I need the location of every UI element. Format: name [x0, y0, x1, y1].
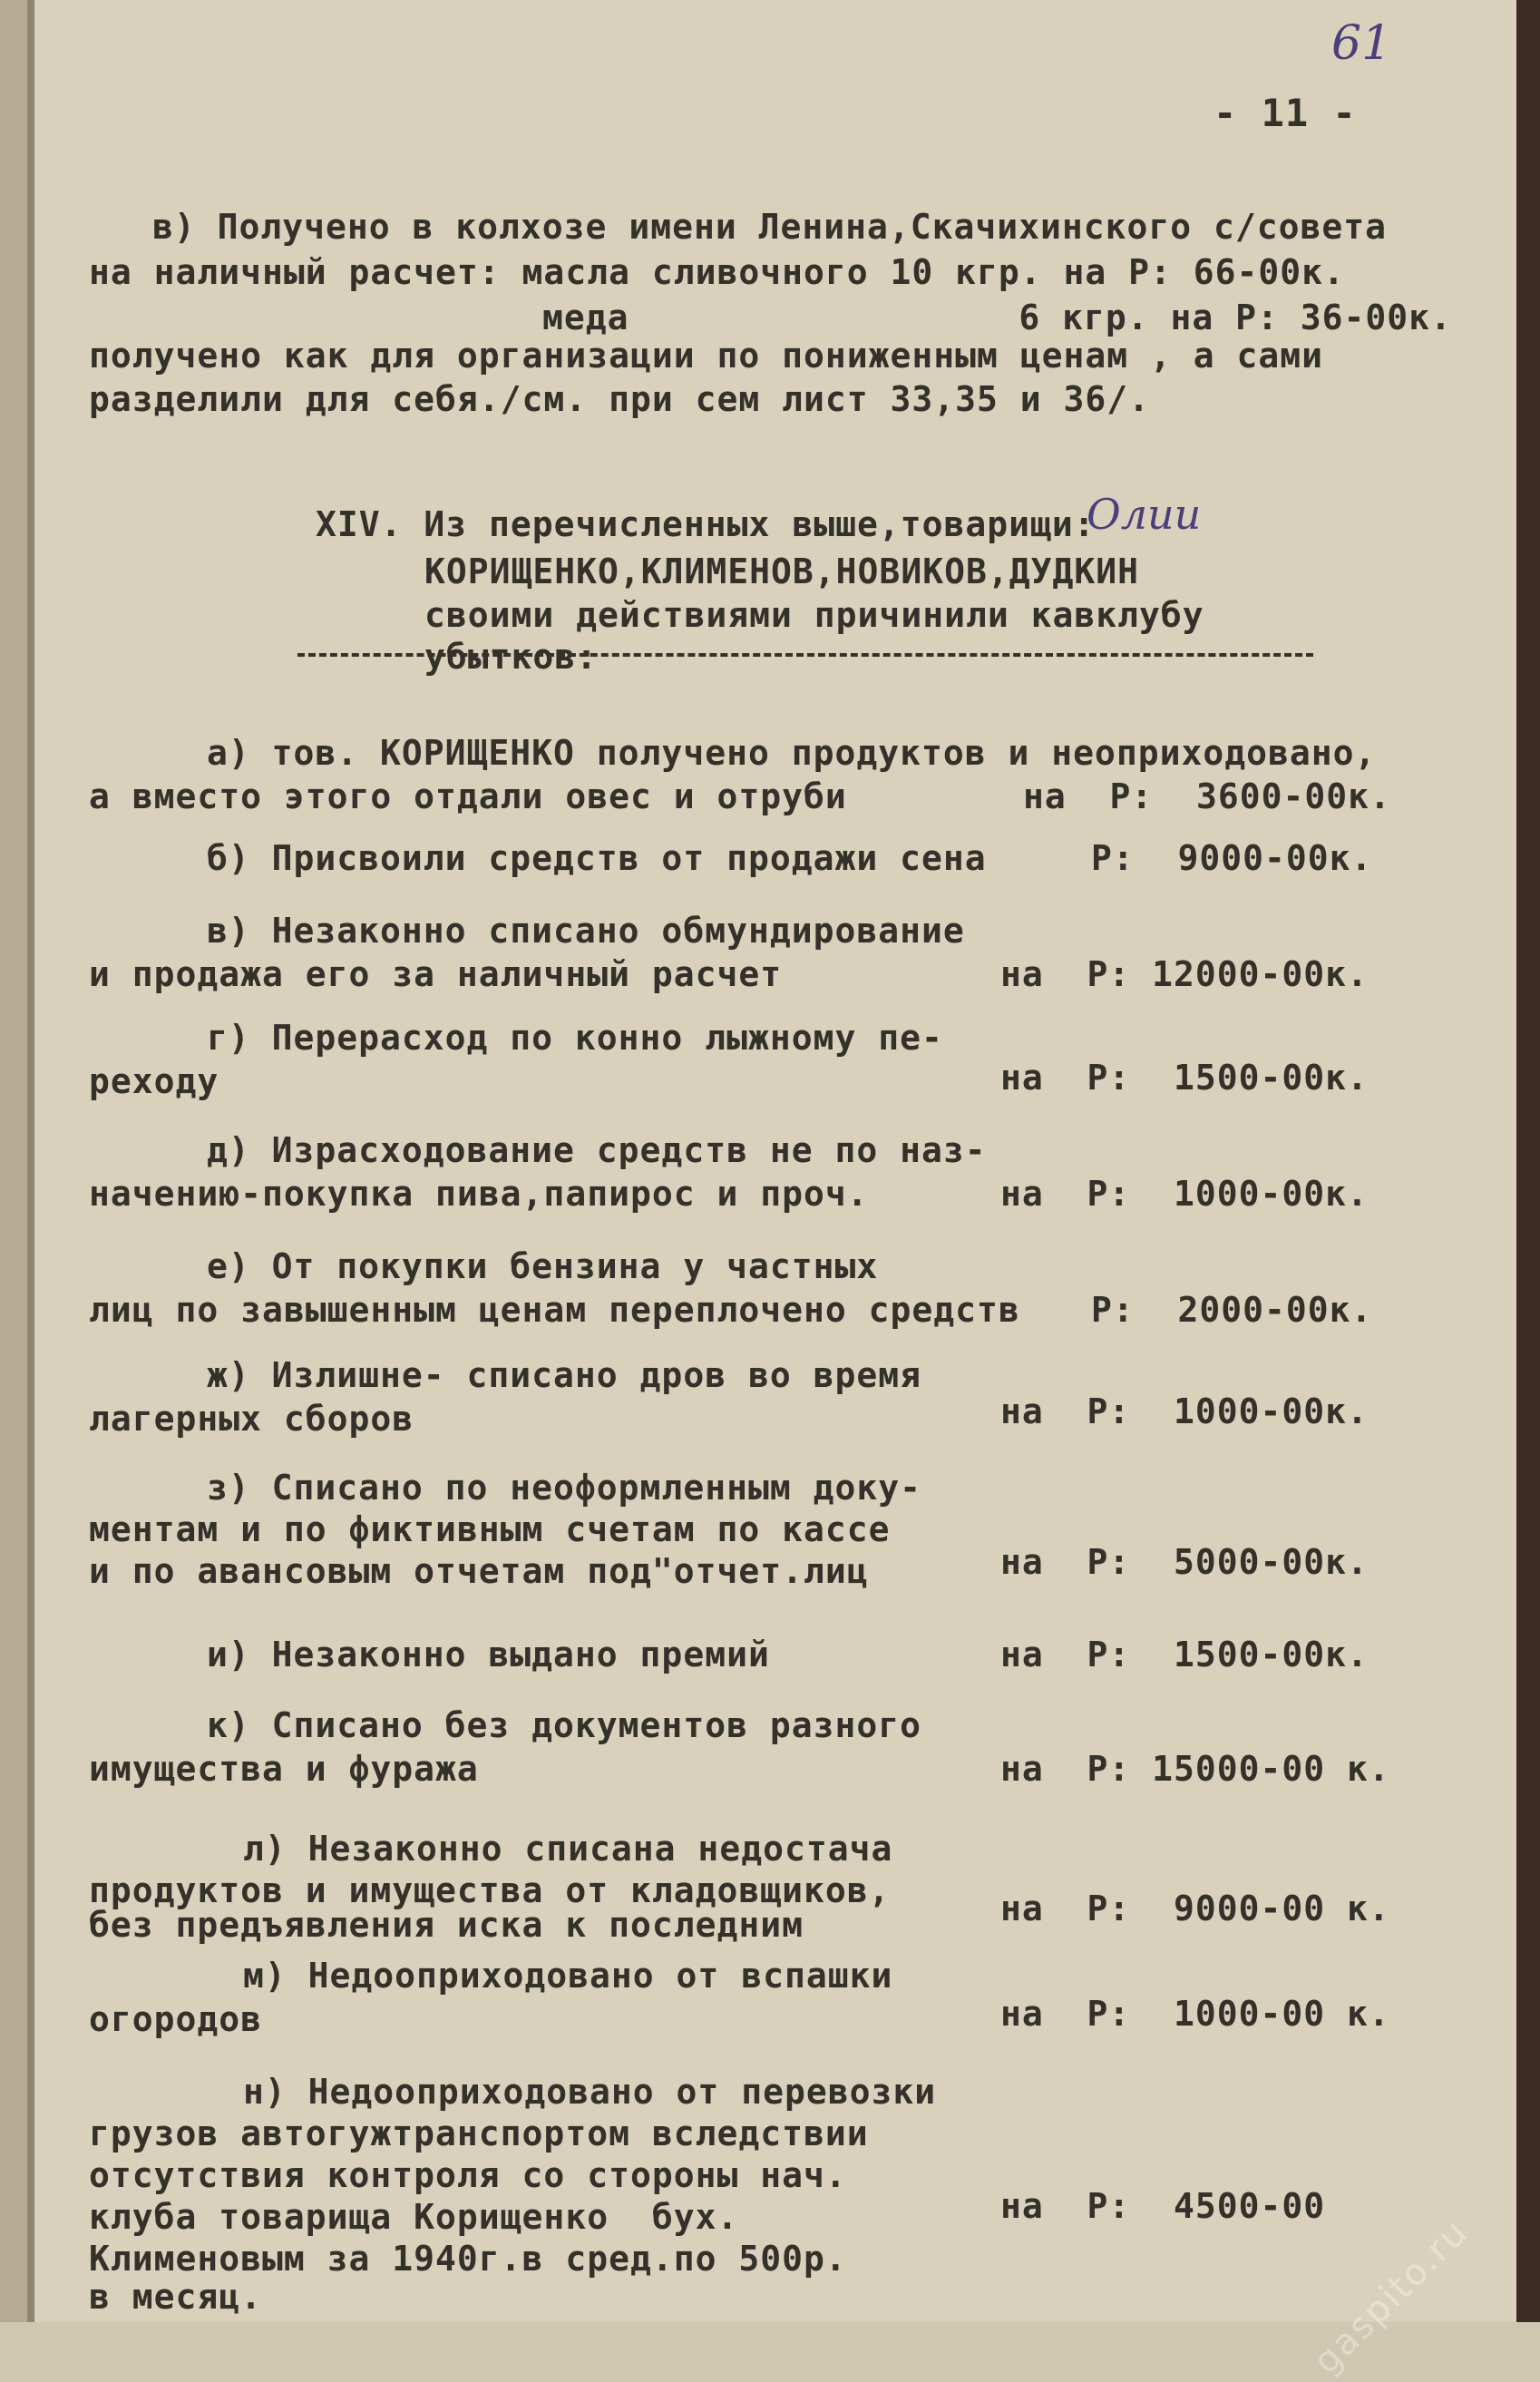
intro-line-5: разделили для себя./см. при сем лист 33,35 и 36/.	[89, 379, 1151, 419]
item-m-line-1: м) Недооприходовано от вспашки	[243, 1956, 893, 1996]
item-l-amount: на Р: 9000-00 к.	[1000, 1889, 1390, 1928]
item-l-line-2: продуктов и имущества от кладовщиков,	[89, 1870, 891, 1910]
item-v-line-2: и продажа его за наличный расчет	[89, 954, 783, 994]
item-zh-amount: на Р: 1000-00к.	[1000, 1391, 1369, 1431]
item-m-line-2: огородов	[89, 1999, 263, 2039]
binding-shadow	[27, 0, 34, 2322]
item-l-line-3: без предъявления иска к последним	[89, 1905, 804, 1945]
item-z-line-1: з) Списано по неоформленным доку-	[207, 1468, 921, 1508]
item-n-line-2: грузов автогужтранспортом вследствии	[89, 2114, 869, 2153]
item-d-amount: на Р: 1000-00к.	[1000, 1174, 1369, 1214]
item-e-line-1: е) От покупки бензина у частных	[207, 1246, 879, 1286]
item-a-line-2: а вместо этого отдали овес и отруби	[89, 776, 847, 816]
item-m-amount: на Р: 1000-00 к.	[1000, 1994, 1390, 2034]
intro-line-3: меда 6 кгр. на Р: 36-00к.	[542, 298, 1452, 337]
item-n-amount: на Р: 4500-00	[1000, 2186, 1326, 2226]
item-k-line-1: к) Списано без документов разного	[207, 1705, 921, 1745]
section-title-4: убытков:	[424, 637, 599, 677]
section-underline	[297, 653, 1313, 657]
handwritten-insert: Олии	[1087, 490, 1202, 539]
section-title-3: своими действиями причинили кавклубу	[424, 595, 1204, 635]
item-d-line-2: начению-покупка пива,папирос и проч.	[89, 1174, 869, 1214]
handwritten-page-number: 61	[1331, 16, 1392, 71]
item-z-amount: на Р: 5000-00к.	[1000, 1542, 1369, 1582]
typed-page-number: - 11 -	[1213, 91, 1357, 135]
item-z-line-3: и по авансовым отчетам под"отчет.лиц	[89, 1551, 869, 1591]
document-page	[34, 0, 1516, 2322]
item-g-line-1: г) Перерасход по конно лыжному пе-	[207, 1018, 943, 1058]
item-k-line-2: имущества и фуража	[89, 1749, 479, 1789]
intro-line-2: на наличный расчет: масла сливочного 10 кгр. на Р: 66-00к.	[89, 252, 1345, 292]
item-d-line-1: д) Израсходование средств не по наз-	[207, 1130, 987, 1170]
item-n-line-1: н) Недооприходовано от перевозки	[243, 2072, 937, 2112]
item-l-line-1: л) Незаконно списана недостача	[243, 1829, 893, 1869]
item-b-amount: Р: 9000-00к.	[1091, 838, 1373, 878]
item-a-line-1: а) тов. КОРИЩЕНКО получено продуктов и неоприходовано,	[207, 733, 1377, 773]
item-zh-line-2: лагерных сборов	[89, 1399, 414, 1439]
section-title-2: КОРИЩЕНКО,КЛИМЕНОВ,НОВИКОВ,ДУДКИН	[424, 552, 1139, 591]
item-n-line-5: Клименовым за 1940г.в сред.по 500р.	[89, 2239, 847, 2279]
item-n-line-3: отсутствия контроля со стороны нач.	[89, 2155, 847, 2195]
item-a-amount: на Р: 3600-00к.	[1023, 776, 1391, 816]
intro-line-1: в) Получено в колхозе имени Ленина,Скачихинского с/совета	[152, 207, 1388, 247]
item-i-line-1: и) Незаконно выдано премий	[207, 1635, 770, 1674]
item-zh-line-1: ж) Излишне- списано дров во время	[207, 1355, 921, 1395]
item-z-line-2: ментам и по фиктивным счетам по кассе	[89, 1509, 891, 1549]
intro-line-4: получено как для организации по пониженным ценам , а сами	[89, 336, 1324, 376]
item-n-line-4: клуба товарища Корищенко бух.	[89, 2197, 739, 2237]
item-n-line-6: в месяц.	[89, 2277, 263, 2317]
item-k-amount: на Р: 15000-00 к.	[1000, 1749, 1390, 1789]
section-title-1: XIV. Из перечисленных выше,товарищи:	[316, 504, 1096, 544]
item-e-line-2: лиц по завышенным ценам переплочено средств	[89, 1290, 1020, 1330]
item-b-line-1: б) Присвоили средств от продажи сена	[207, 838, 987, 878]
item-g-amount: на Р: 1500-00к.	[1000, 1058, 1369, 1098]
item-i-amount: на Р: 1500-00к.	[1000, 1635, 1369, 1674]
item-e-amount: Р: 2000-00к.	[1091, 1290, 1373, 1330]
watermark: gaspito.ru	[1305, 2211, 1477, 2382]
item-g-line-2: реходу	[89, 1061, 219, 1101]
item-v-line-1: в) Незаконно списано обмундирование	[207, 911, 965, 951]
item-v-amount: на Р: 12000-00к.	[1000, 954, 1369, 994]
right-edge	[1516, 0, 1540, 2322]
